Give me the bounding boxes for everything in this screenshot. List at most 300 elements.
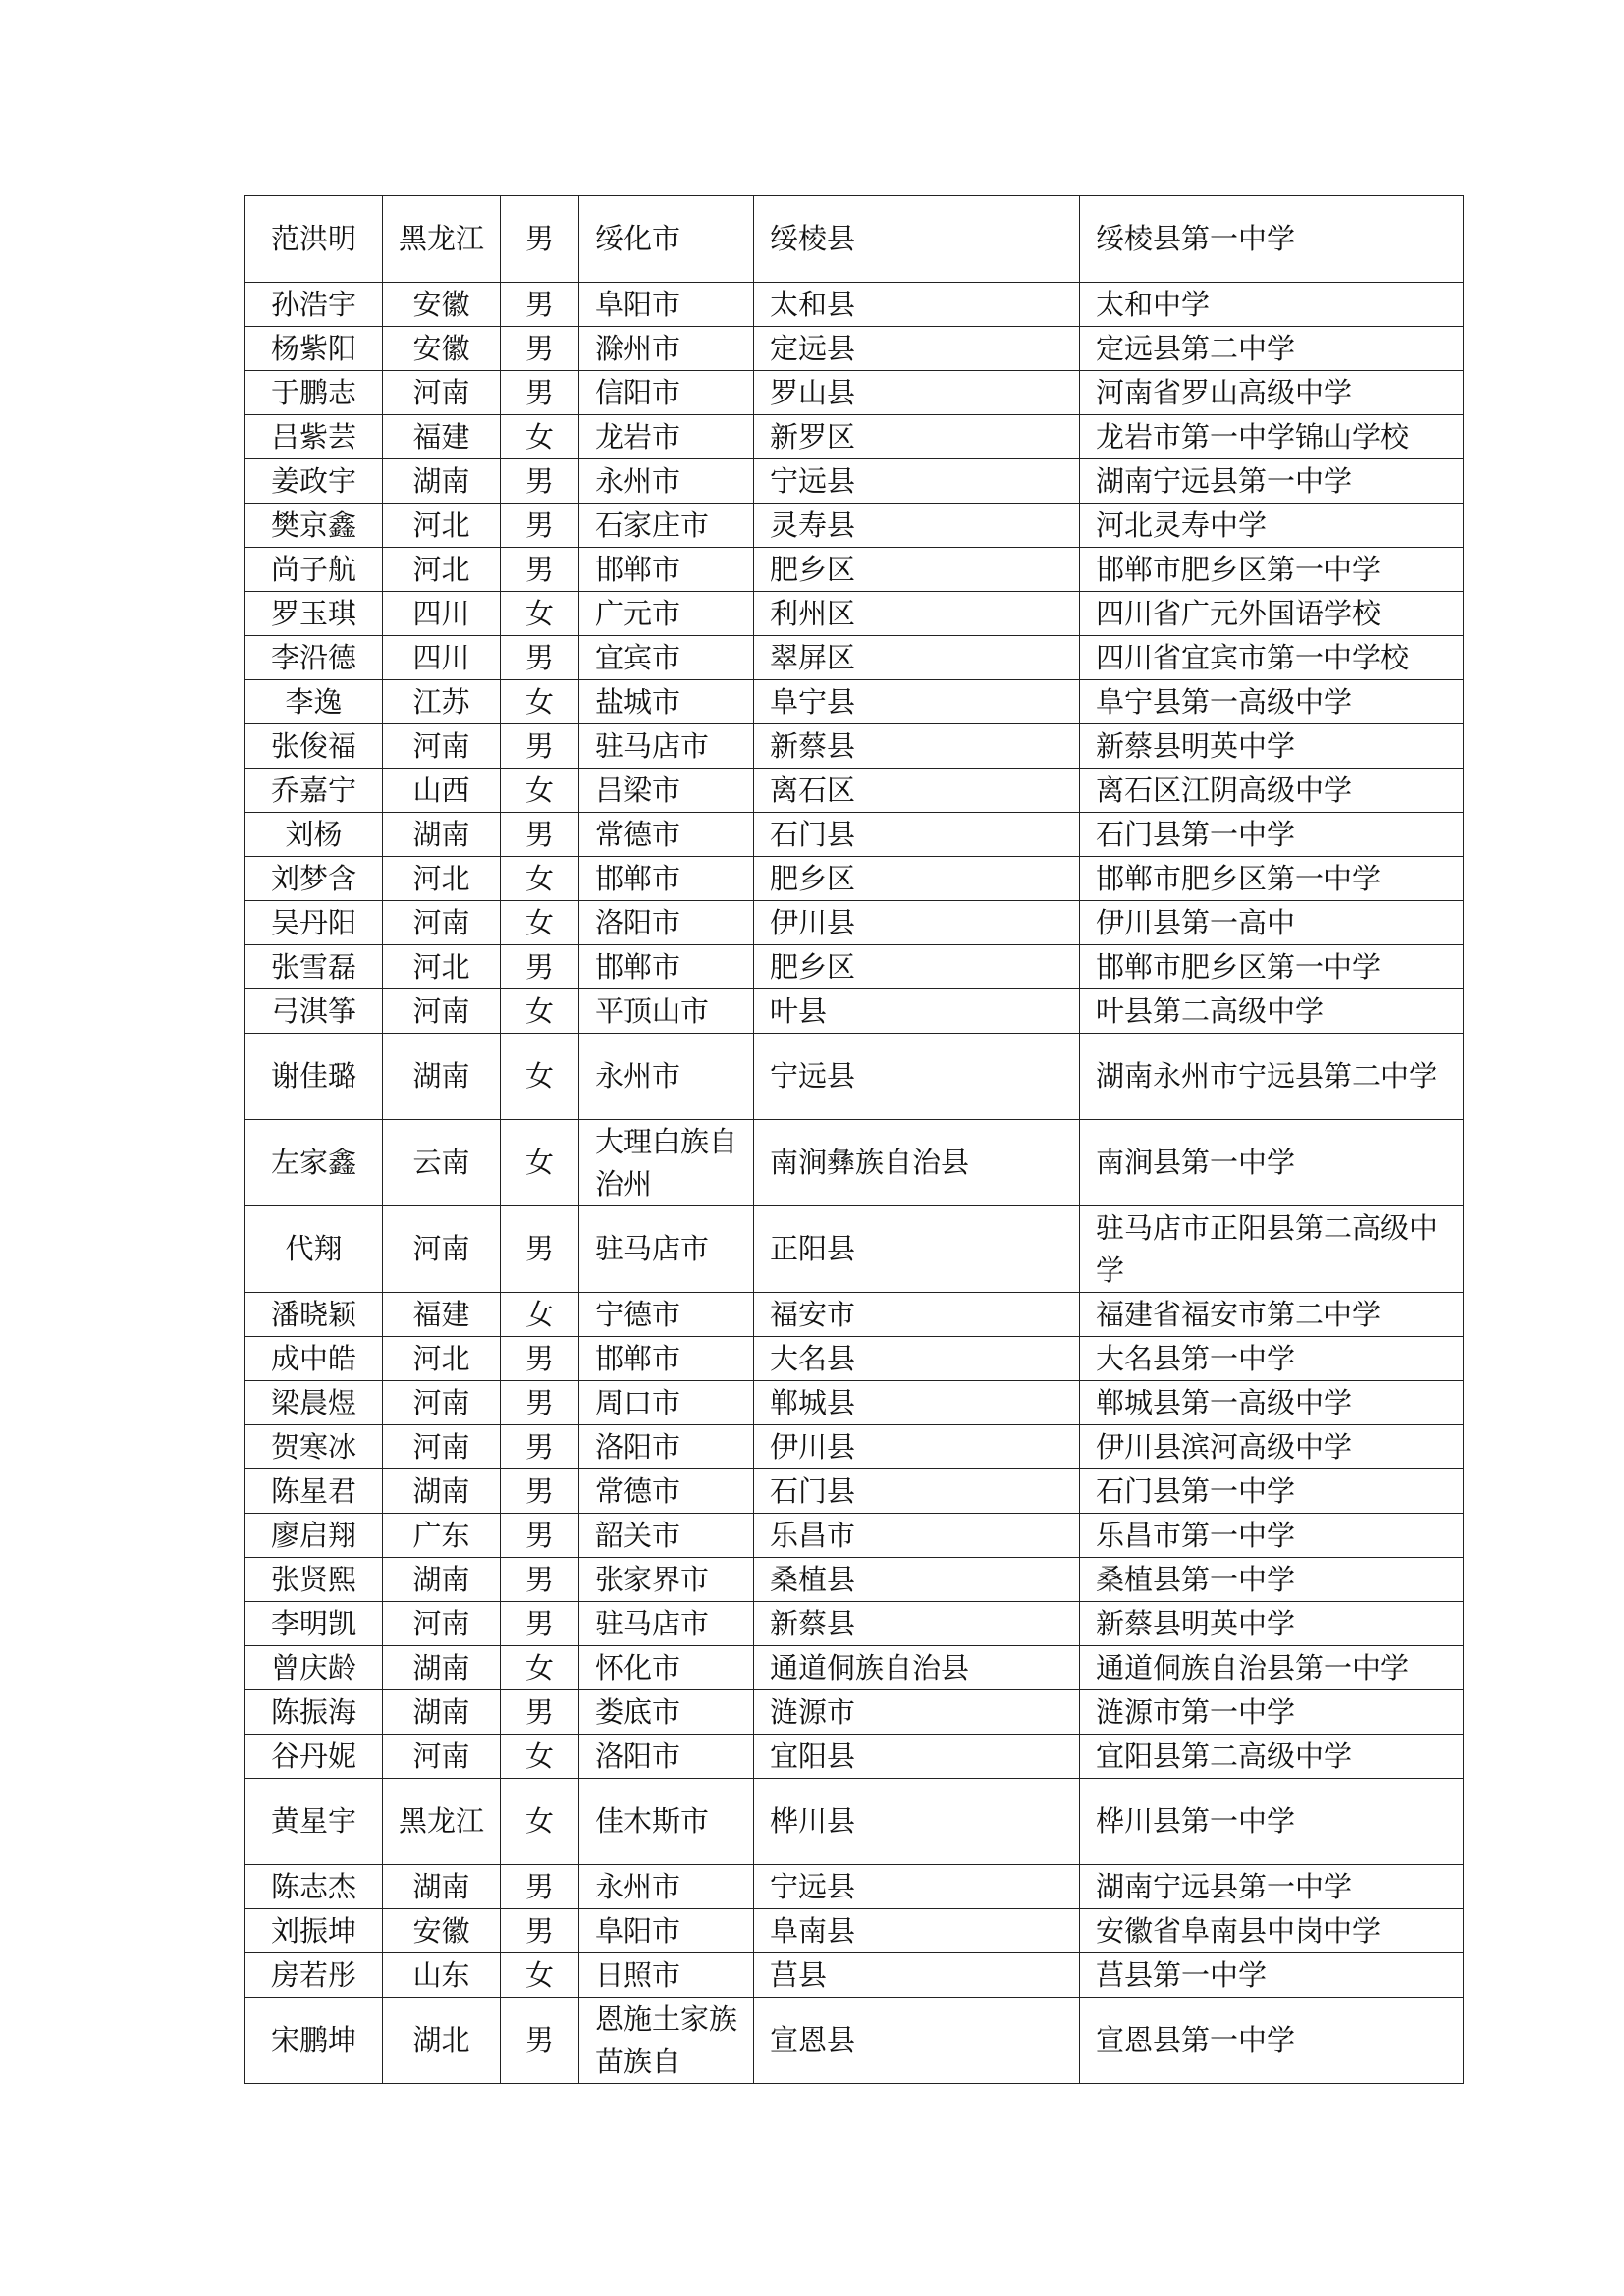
city-cell xyxy=(579,680,754,724)
gender-cell xyxy=(501,1120,579,1206)
province-cell xyxy=(383,680,501,724)
city-text: 常德市 xyxy=(595,1473,681,1508)
county-text: 灵寿县 xyxy=(770,507,856,542)
city-text: 宜宾市 xyxy=(595,640,681,674)
city-cell xyxy=(579,1120,754,1206)
student-name-cell xyxy=(245,901,383,945)
table-row xyxy=(245,327,1464,371)
city-text: 娄底市 xyxy=(595,1694,681,1729)
city-text: 驻马店市 xyxy=(595,1232,710,1265)
gender-text: 女 xyxy=(524,1957,554,1992)
city-text: 洛阳市 xyxy=(595,905,681,939)
gender-cell xyxy=(501,1953,579,1998)
school-cell xyxy=(1080,371,1464,415)
gender-text: 女 xyxy=(524,1650,554,1684)
gender-cell xyxy=(501,1558,579,1602)
province-cell xyxy=(383,327,501,371)
county-cell xyxy=(754,945,1080,989)
school-cell xyxy=(1080,813,1464,857)
gender-cell xyxy=(501,724,579,769)
student-name-text: 宋鹏坤 xyxy=(270,2023,356,2056)
student-name-cell xyxy=(245,1469,383,1514)
gender-text: 女 xyxy=(524,1804,554,1838)
gender-text: 男 xyxy=(524,728,554,763)
county-cell xyxy=(754,283,1080,327)
province-cell xyxy=(383,901,501,945)
school-cell xyxy=(1080,769,1464,813)
table-row xyxy=(245,1558,1464,1602)
province-text: 湖南 xyxy=(412,463,470,498)
table-row xyxy=(245,1953,1464,1998)
gender-cell xyxy=(501,901,579,945)
gender-text: 男 xyxy=(524,287,554,321)
city-text: 信阳市 xyxy=(595,375,681,409)
school-cell xyxy=(1080,1120,1464,1206)
county-text: 翠屏区 xyxy=(770,640,856,674)
school-cell xyxy=(1080,283,1464,327)
county-text: 莒县 xyxy=(770,1957,828,1992)
table-row xyxy=(245,415,1464,459)
gender-text: 男 xyxy=(524,817,554,851)
province-cell xyxy=(383,989,501,1034)
city-cell xyxy=(579,636,754,680)
gender-text: 女 xyxy=(524,1297,554,1331)
gender-text: 女 xyxy=(524,861,554,895)
table-row xyxy=(245,1469,1464,1514)
province-text: 云南 xyxy=(412,1146,470,1179)
student-name-text: 姜政宇 xyxy=(270,463,356,498)
province-cell xyxy=(383,636,501,680)
county-text: 通道侗族自治县 xyxy=(770,1650,970,1684)
county-cell xyxy=(754,592,1080,636)
student-name-cell xyxy=(245,371,383,415)
school-cell xyxy=(1080,945,1464,989)
province-cell xyxy=(383,459,501,504)
student-name-cell xyxy=(245,415,383,459)
province-text: 河南 xyxy=(412,375,470,409)
student-name-text: 成中皓 xyxy=(270,1341,356,1375)
school-cell xyxy=(1080,724,1464,769)
county-cell xyxy=(754,1865,1080,1909)
province-cell xyxy=(383,1646,501,1690)
student-name-text: 谢佳璐 xyxy=(270,1059,356,1093)
gender-text: 女 xyxy=(524,905,554,939)
county-cell xyxy=(754,1953,1080,1998)
county-cell xyxy=(754,327,1080,371)
city-cell xyxy=(579,1514,754,1558)
county-cell xyxy=(754,1469,1080,1514)
gender-text: 男 xyxy=(524,1562,554,1596)
student-name-text: 陈星君 xyxy=(270,1473,356,1508)
school-text: 叶县第二高级中学 xyxy=(1096,993,1325,1028)
gender-text: 女 xyxy=(524,773,554,807)
school-text: 伊川县第一高中 xyxy=(1096,905,1296,939)
county-text: 定远县 xyxy=(770,331,856,365)
gender-cell xyxy=(501,813,579,857)
county-cell xyxy=(754,459,1080,504)
student-name-cell xyxy=(245,1909,383,1953)
student-name-text: 孙浩宇 xyxy=(270,287,356,321)
province-cell xyxy=(383,1735,501,1779)
province-text: 河北 xyxy=(412,507,470,542)
table-row xyxy=(245,1293,1464,1337)
table-row xyxy=(245,813,1464,857)
school-cell xyxy=(1080,504,1464,548)
student-name-text: 曾庆龄 xyxy=(270,1650,356,1684)
province-text: 山东 xyxy=(412,1957,470,1992)
gender-text: 男 xyxy=(524,1606,554,1640)
province-text: 河北 xyxy=(412,1341,470,1375)
school-cell xyxy=(1080,592,1464,636)
gender-text: 女 xyxy=(524,596,554,630)
school-text: 驻马店市正阳县第二高级中学 xyxy=(1096,1210,1438,1287)
gender-text: 女 xyxy=(524,419,554,454)
table-row xyxy=(245,945,1464,989)
student-name-cell xyxy=(245,1034,383,1120)
county-text: 新蔡县 xyxy=(770,1606,856,1640)
county-cell xyxy=(754,1337,1080,1381)
county-text: 新罗区 xyxy=(770,419,856,454)
county-text: 宁远县 xyxy=(770,1059,856,1093)
province-cell xyxy=(383,1602,501,1646)
county-text: 新蔡县 xyxy=(770,728,856,763)
school-text: 湖南宁远县第一中学 xyxy=(1096,463,1353,498)
student-name-text: 廖启翔 xyxy=(270,1518,356,1552)
city-text: 佳木斯市 xyxy=(595,1804,710,1838)
table-row xyxy=(245,1735,1464,1779)
gender-cell xyxy=(501,1690,579,1735)
student-name-cell xyxy=(245,1514,383,1558)
gender-cell xyxy=(501,1646,579,1690)
city-text: 龙岩市 xyxy=(595,419,681,454)
province-cell xyxy=(383,1034,501,1120)
table-row xyxy=(245,724,1464,769)
province-cell xyxy=(383,1953,501,1998)
school-text: 四川省广元外国语学校 xyxy=(1096,596,1381,630)
table-row xyxy=(245,769,1464,813)
table-row xyxy=(245,1865,1464,1909)
student-name-text: 杨紫阳 xyxy=(270,331,356,365)
county-cell xyxy=(754,1735,1080,1779)
gender-text: 男 xyxy=(524,1694,554,1729)
student-name-cell xyxy=(245,1381,383,1425)
county-cell xyxy=(754,769,1080,813)
student-name-cell xyxy=(245,1602,383,1646)
county-text: 利州区 xyxy=(770,596,856,630)
school-text: 新蔡县明英中学 xyxy=(1096,728,1296,763)
student-name-cell xyxy=(245,1953,383,1998)
student-name-cell xyxy=(245,813,383,857)
table-row xyxy=(245,283,1464,327)
province-text: 湖南 xyxy=(412,817,470,851)
student-name-cell xyxy=(245,1120,383,1206)
school-text: 宜阳县第二高级中学 xyxy=(1096,1738,1353,1773)
county-text: 绥棱县 xyxy=(770,222,856,255)
school-text: 离石区江阴高级中学 xyxy=(1096,773,1353,807)
gender-cell xyxy=(501,857,579,901)
school-cell xyxy=(1080,680,1464,724)
gender-text: 男 xyxy=(524,640,554,674)
gender-cell xyxy=(501,1909,579,1953)
table-row xyxy=(245,548,1464,592)
gender-text: 女 xyxy=(524,1146,554,1179)
table-row xyxy=(245,636,1464,680)
school-cell xyxy=(1080,1558,1464,1602)
county-cell xyxy=(754,680,1080,724)
school-text: 邯郸市肥乡区第一中学 xyxy=(1096,949,1381,984)
city-cell xyxy=(579,1865,754,1909)
city-text: 永州市 xyxy=(595,1869,681,1903)
student-name-cell xyxy=(245,680,383,724)
province-cell xyxy=(383,592,501,636)
gender-cell xyxy=(501,1425,579,1469)
county-text: 福安市 xyxy=(770,1297,856,1331)
school-cell xyxy=(1080,548,1464,592)
county-cell xyxy=(754,1690,1080,1735)
student-name-text: 陈振海 xyxy=(270,1694,356,1729)
student-name-text: 房若彤 xyxy=(270,1957,356,1992)
city-cell xyxy=(579,1646,754,1690)
city-text: 平顶山市 xyxy=(595,993,710,1028)
city-text: 滁州市 xyxy=(595,331,681,365)
table-row xyxy=(245,1909,1464,1953)
city-cell xyxy=(579,548,754,592)
school-cell xyxy=(1080,1953,1464,1998)
province-cell xyxy=(383,1381,501,1425)
city-text: 盐城市 xyxy=(595,684,681,719)
student-name-text: 张俊福 xyxy=(270,728,356,763)
county-cell xyxy=(754,724,1080,769)
gender-text: 男 xyxy=(524,507,554,542)
county-cell xyxy=(754,548,1080,592)
city-cell xyxy=(579,459,754,504)
student-name-cell xyxy=(245,196,383,283)
province-cell xyxy=(383,1293,501,1337)
county-cell xyxy=(754,1206,1080,1293)
county-text: 南涧彝族自治县 xyxy=(770,1146,970,1179)
city-cell xyxy=(579,813,754,857)
gender-cell xyxy=(501,1998,579,2084)
gender-cell xyxy=(501,1034,579,1120)
city-cell xyxy=(579,769,754,813)
city-cell xyxy=(579,415,754,459)
school-cell xyxy=(1080,1602,1464,1646)
gender-cell xyxy=(501,1469,579,1514)
city-cell xyxy=(579,945,754,989)
table-row xyxy=(245,1779,1464,1865)
student-name-cell xyxy=(245,1779,383,1865)
city-cell xyxy=(579,1602,754,1646)
province-text: 河北 xyxy=(412,949,470,984)
province-text: 湖南 xyxy=(412,1473,470,1508)
gender-text: 男 xyxy=(524,1913,554,1948)
school-text: 邯郸市肥乡区第一中学 xyxy=(1096,552,1381,586)
table-row xyxy=(245,1206,1464,1293)
city-cell xyxy=(579,504,754,548)
student-name-cell xyxy=(245,548,383,592)
gender-text: 男 xyxy=(524,463,554,498)
gender-cell xyxy=(501,1206,579,1293)
province-text: 河南 xyxy=(412,993,470,1028)
gender-text: 男 xyxy=(524,949,554,984)
city-text: 广元市 xyxy=(595,596,681,630)
school-text: 郸城县第一高级中学 xyxy=(1096,1385,1353,1419)
student-name-cell xyxy=(245,769,383,813)
city-text: 永州市 xyxy=(595,463,681,498)
table-row xyxy=(245,1425,1464,1469)
county-text: 伊川县 xyxy=(770,905,856,939)
gender-text: 女 xyxy=(524,684,554,719)
city-cell xyxy=(579,592,754,636)
city-cell xyxy=(579,1735,754,1779)
province-cell xyxy=(383,548,501,592)
school-cell xyxy=(1080,1514,1464,1558)
province-cell xyxy=(383,1469,501,1514)
school-text: 河南省罗山高级中学 xyxy=(1096,375,1353,409)
province-text: 河南 xyxy=(412,1385,470,1419)
city-cell xyxy=(579,857,754,901)
school-cell xyxy=(1080,415,1464,459)
student-name-cell xyxy=(245,1293,383,1337)
school-cell xyxy=(1080,1735,1464,1779)
table-row xyxy=(245,504,1464,548)
city-cell xyxy=(579,1690,754,1735)
province-text: 安徽 xyxy=(412,331,470,365)
student-name-cell xyxy=(245,327,383,371)
gender-cell xyxy=(501,769,579,813)
school-text: 龙岩市第一中学锦山学校 xyxy=(1096,419,1410,454)
student-name-text: 范洪明 xyxy=(270,222,356,255)
student-name-text: 乔嘉宁 xyxy=(270,773,356,807)
county-cell xyxy=(754,813,1080,857)
city-text: 驻马店市 xyxy=(595,728,710,763)
gender-text: 男 xyxy=(524,2023,554,2056)
city-text: 邯郸市 xyxy=(595,552,681,586)
school-cell xyxy=(1080,1909,1464,1953)
student-name-text: 陈志杰 xyxy=(270,1869,356,1903)
city-cell xyxy=(579,724,754,769)
roster-body xyxy=(245,196,1464,2084)
student-name-cell xyxy=(245,1206,383,1293)
city-cell xyxy=(579,901,754,945)
province-cell xyxy=(383,196,501,283)
school-text: 乐昌市第一中学 xyxy=(1096,1518,1296,1552)
province-cell xyxy=(383,1337,501,1381)
city-text: 驻马店市 xyxy=(595,1606,710,1640)
gender-text: 男 xyxy=(524,1473,554,1508)
province-text: 湖南 xyxy=(412,1650,470,1684)
student-name-cell xyxy=(245,857,383,901)
school-text: 涟源市第一中学 xyxy=(1096,1694,1296,1729)
gender-text: 男 xyxy=(524,331,554,365)
school-text: 新蔡县明英中学 xyxy=(1096,1606,1296,1640)
province-cell xyxy=(383,945,501,989)
gender-cell xyxy=(501,548,579,592)
student-name-text: 于鹏志 xyxy=(270,375,356,409)
province-text: 河南 xyxy=(412,905,470,939)
province-text: 河南 xyxy=(412,728,470,763)
county-cell xyxy=(754,1514,1080,1558)
school-cell xyxy=(1080,196,1464,283)
gender-cell xyxy=(501,459,579,504)
school-cell xyxy=(1080,1469,1464,1514)
city-cell xyxy=(579,371,754,415)
city-text: 韶关市 xyxy=(595,1518,681,1552)
county-text: 罗山县 xyxy=(770,375,856,409)
school-cell xyxy=(1080,1337,1464,1381)
school-cell xyxy=(1080,636,1464,680)
gender-text: 男 xyxy=(524,1869,554,1903)
school-text: 安徽省阜南县中岗中学 xyxy=(1096,1913,1381,1948)
student-name-text: 李沿德 xyxy=(270,640,356,674)
province-text: 山西 xyxy=(412,773,470,807)
gender-cell xyxy=(501,1381,579,1425)
table-row xyxy=(245,1690,1464,1735)
province-text: 安徽 xyxy=(412,287,470,321)
student-name-text: 谷丹妮 xyxy=(270,1738,356,1773)
county-cell xyxy=(754,1602,1080,1646)
student-name-cell xyxy=(245,1865,383,1909)
school-text: 四川省宜宾市第一中学校 xyxy=(1096,640,1410,674)
city-text: 邯郸市 xyxy=(595,1341,681,1375)
county-text: 乐昌市 xyxy=(770,1518,856,1552)
school-text: 湖南宁远县第一中学 xyxy=(1096,1869,1353,1903)
school-cell xyxy=(1080,1381,1464,1425)
table-row xyxy=(245,1514,1464,1558)
county-text: 桑植县 xyxy=(770,1562,856,1596)
table-row xyxy=(245,592,1464,636)
student-name-cell xyxy=(245,636,383,680)
table-row xyxy=(245,989,1464,1034)
province-cell xyxy=(383,1909,501,1953)
school-cell xyxy=(1080,901,1464,945)
county-text: 郸城县 xyxy=(770,1385,856,1419)
city-cell xyxy=(579,989,754,1034)
city-text: 洛阳市 xyxy=(595,1738,681,1773)
student-name-text: 刘梦含 xyxy=(270,861,356,895)
school-text: 南涧县第一中学 xyxy=(1096,1146,1296,1179)
county-cell xyxy=(754,989,1080,1034)
city-text: 阜阳市 xyxy=(595,1913,681,1948)
county-text: 伊川县 xyxy=(770,1429,856,1464)
city-text: 邯郸市 xyxy=(595,861,681,895)
student-name-text: 李逸 xyxy=(285,684,343,719)
gender-text: 男 xyxy=(524,222,554,255)
school-cell xyxy=(1080,1206,1464,1293)
gender-cell xyxy=(501,283,579,327)
province-cell xyxy=(383,857,501,901)
gender-cell xyxy=(501,504,579,548)
gender-cell xyxy=(501,1602,579,1646)
gender-text: 男 xyxy=(524,1518,554,1552)
student-roster-table xyxy=(244,195,1464,2084)
county-text: 宣恩县 xyxy=(770,2023,856,2056)
province-cell xyxy=(383,724,501,769)
county-text: 肥乡区 xyxy=(770,552,856,586)
city-text: 绥化市 xyxy=(595,222,681,255)
gender-text: 男 xyxy=(524,1429,554,1464)
city-cell xyxy=(579,283,754,327)
province-text: 湖北 xyxy=(412,2023,470,2056)
student-name-text: 吴丹阳 xyxy=(270,905,356,939)
school-cell xyxy=(1080,1293,1464,1337)
gender-cell xyxy=(501,1865,579,1909)
city-cell xyxy=(579,1558,754,1602)
city-cell xyxy=(579,1381,754,1425)
table-row xyxy=(245,857,1464,901)
province-text: 河北 xyxy=(412,552,470,586)
province-text: 河北 xyxy=(412,861,470,895)
